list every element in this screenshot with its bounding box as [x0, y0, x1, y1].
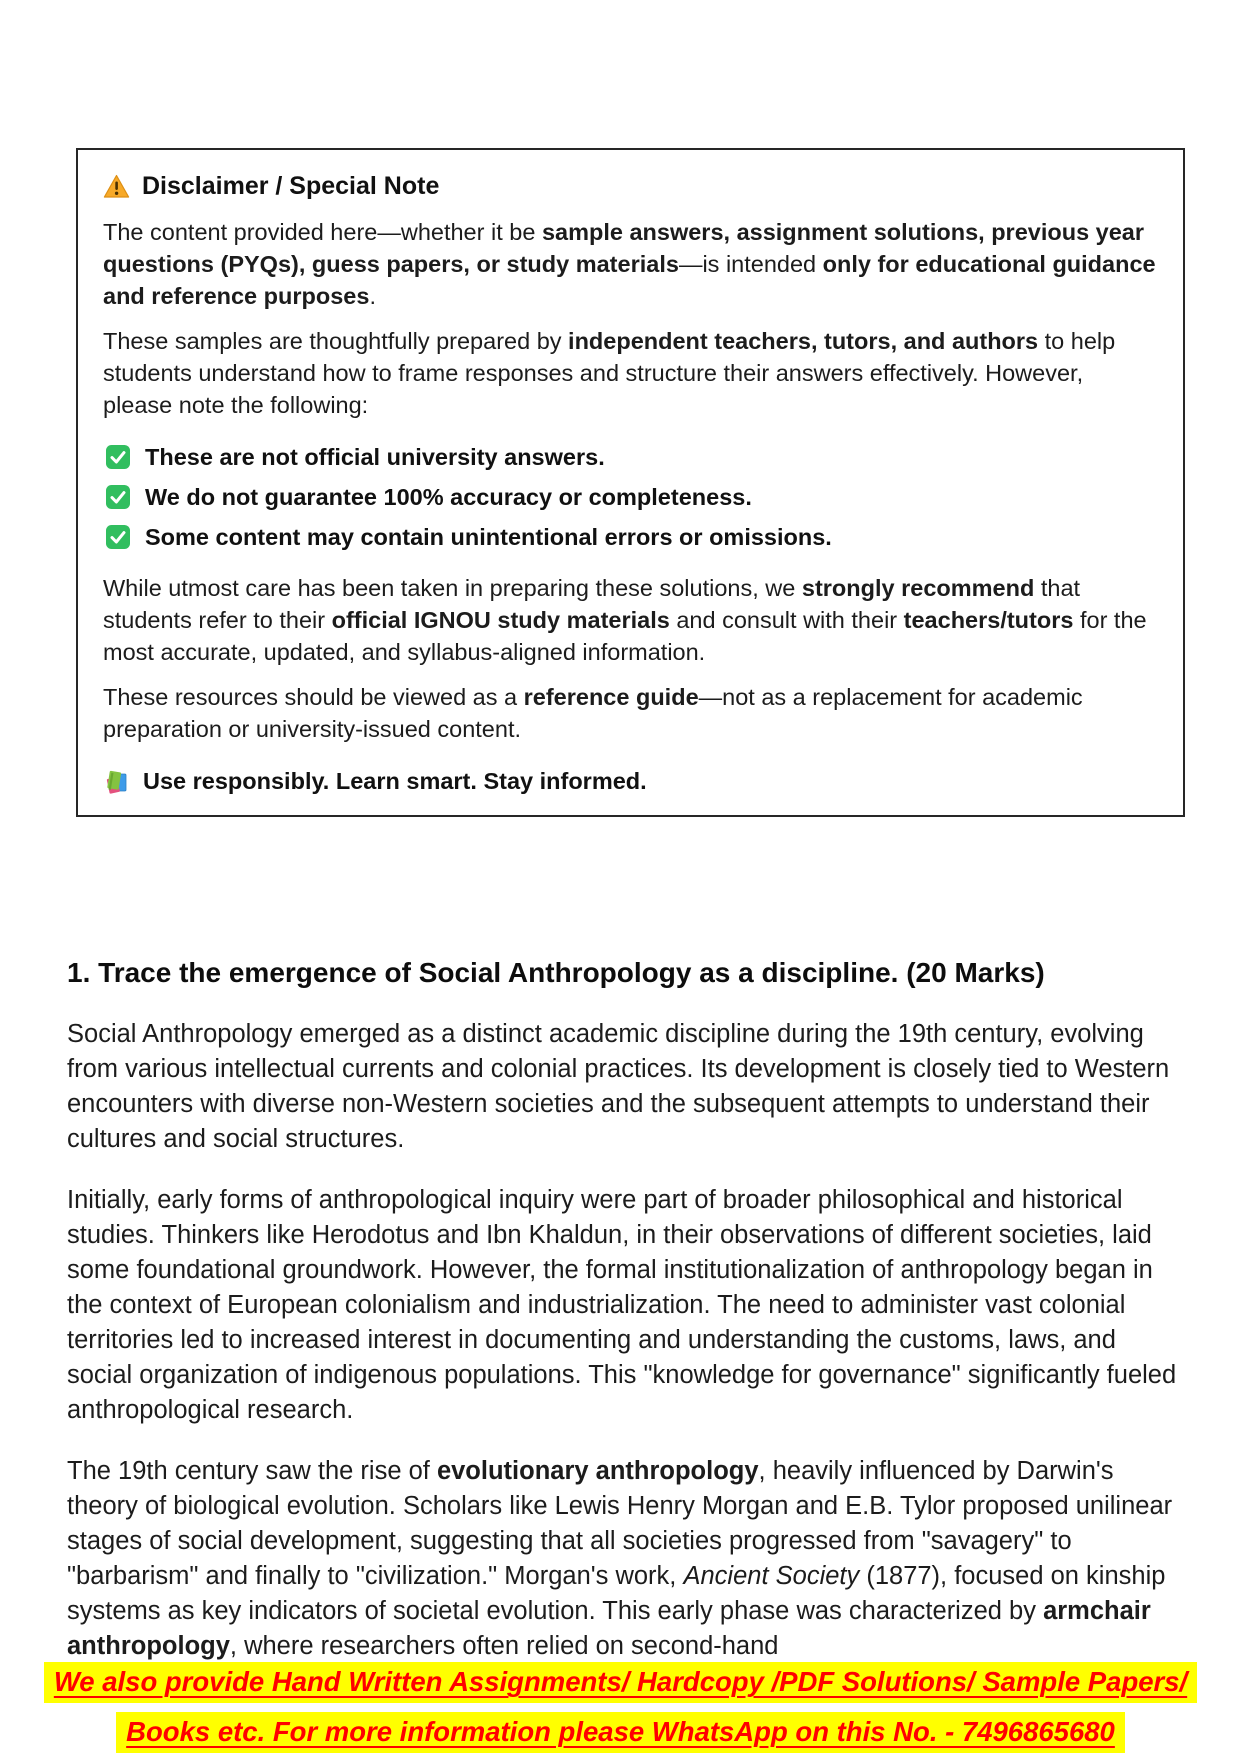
- promo-banner: [0, 1659, 1241, 1755]
- disclaimer-box: [76, 148, 1185, 817]
- disclaimer-paragraph-3: While utmost care has been taken in preparing these solutions, we strongly recommend that students refer to their official IGNOU study materials and consult with their teachers/tutors for the most accurate, updated, and syllabus-aligned information.: [103, 575, 1147, 665]
- disclaimer-closing-row: [103, 765, 1158, 797]
- disclaimer-title: Disclaimer / Special Note: [142, 172, 440, 200]
- disclaimer-checklist: [105, 441, 1158, 553]
- disclaimer-paragraph-2: These samples are thoughtfully prepared by independent teachers, tutors, and authors to help students understand how to frame responses and structure their answers effectively. However, please note the following:: [103, 328, 1116, 418]
- answer-paragraph-2: Initially, early forms of anthropological inquiry were part of broader philosophical and historical studies. Thinkers like Herodotus and Ibn Khaldun, in their observations of different societies, laid some foundational groundwork. However, the formal institutionalization of anthropology began in the context of European colonialism and industrialization. The need to administer vast colonial territories led to increased interest in documenting and understanding the customs, laws, and social organization of indigenous populations. This "knowledge for governance" significantly fueled anthropological research.: [67, 1186, 1177, 1424]
- disclaimer-title-row: [103, 170, 1158, 202]
- disclaimer-closing-text: Use responsibly. Learn smart. Stay informed.: [143, 768, 647, 794]
- checklist-item-label: We do not guarantee 100% accuracy or completeness.: [145, 484, 752, 510]
- question-heading: 1. Trace the emergence of Social Anthropology as a discipline. (20 Marks): [67, 957, 1045, 988]
- promo-text-highlighted: We also provide Hand Written Assignments/ Hardcopy /PDF Solutions/ Sample Papers/: [44, 1662, 1197, 1703]
- checklist-item: [105, 521, 1158, 553]
- answer-paragraph-3: The 19th century saw the rise of evolutionary anthropology, heavily influenced by Darwin's theory of biological evolution. Scholars like Lewis Henry Morgan and E.B. Tylor proposed unilinear stages of social development, suggesting that all societies progressed from "savagery" to "barbarism" and finally to "civilization." Morgan's work, Ancient Society (1877), focused on kinship systems as key indicators of societal evolution. This early phase was characterized by armchair anthropology, where researchers often relied on second-hand: [67, 1457, 1173, 1660]
- disclaimer-paragraph-4: These resources should be viewed as a reference guide—not as a replacement for academic preparation or university-issued content.: [103, 684, 1083, 742]
- check-icon: [105, 484, 131, 510]
- promo-line-2: [0, 1709, 1241, 1755]
- answer-paragraph-1: Social Anthropology emerged as a distinct academic discipline during the 19th century, evolving from various intellectual currents and colonial practices. Its development is closely tied to Western encounters with diverse non-Western societies and the subsequent attempts to understand their cultures and social structures.: [67, 1020, 1170, 1153]
- check-icon: [105, 524, 131, 550]
- checklist-item: [105, 481, 1158, 513]
- books-icon: [103, 768, 130, 795]
- promo-line-1: [0, 1659, 1241, 1709]
- disclaimer-paragraph-1: The content provided here—whether it be sample answers, assignment solutions, previous year questions (PYQs), guess papers, or study materials—is intended only for educational guidance and reference purposes.: [103, 219, 1156, 309]
- checklist-item-label: Some content may contain unintentional errors or omissions.: [145, 524, 832, 550]
- checklist-item: [105, 441, 1158, 473]
- checklist-item-label: These are not official university answers.: [145, 444, 605, 470]
- promo-text-highlighted: Books etc. For more information please WhatsApp on this No. - 7496865680: [116, 1712, 1125, 1753]
- check-icon: [105, 444, 131, 470]
- warning-triangle-icon: [103, 174, 130, 199]
